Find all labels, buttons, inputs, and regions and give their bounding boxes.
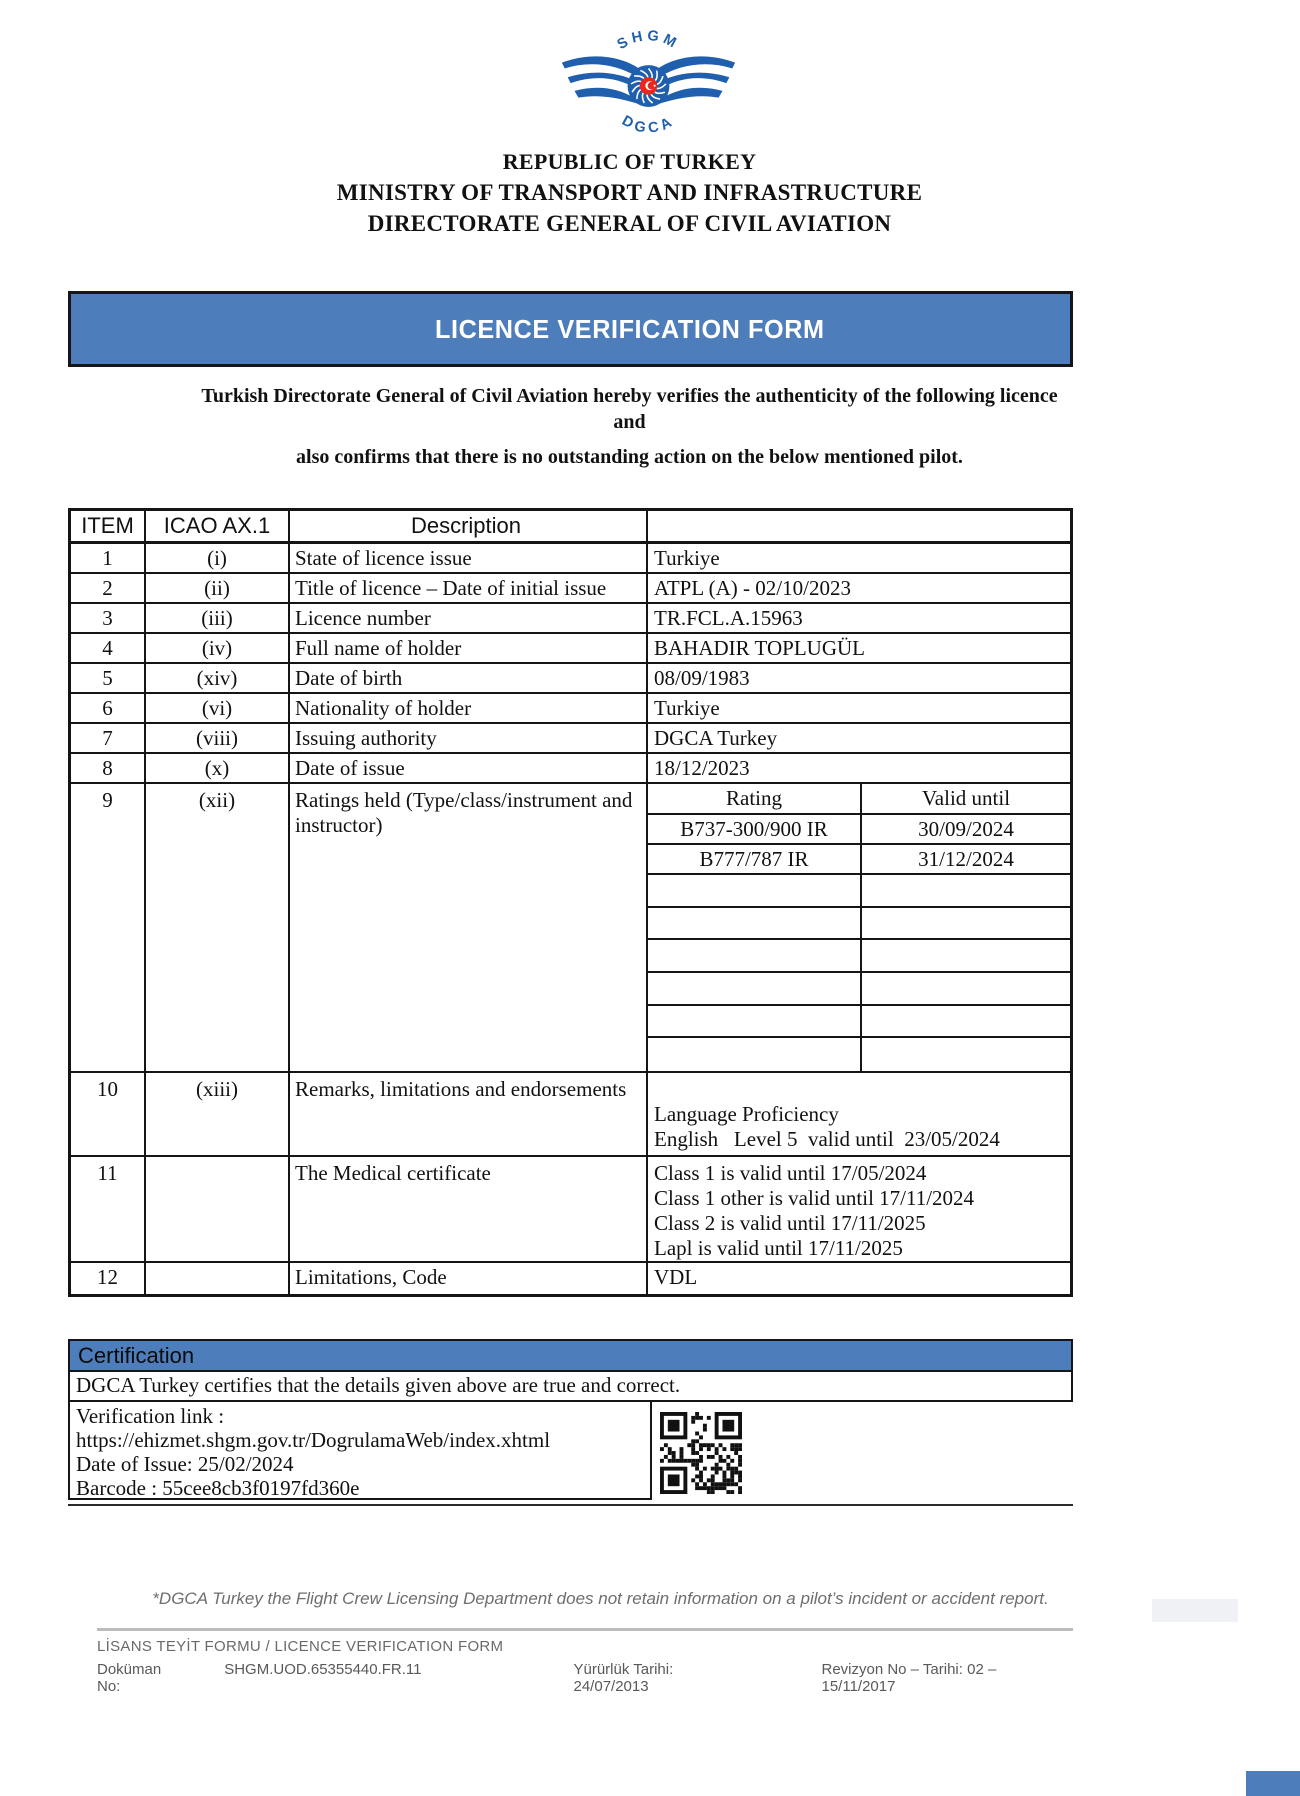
row-value: BAHADIR TOPLUGÜL <box>646 634 1070 662</box>
row-value: Turkiye <box>646 544 1070 572</box>
row-value: DGCA Turkey <box>646 724 1070 752</box>
row-description: Title of licence – Date of initial issue <box>288 574 646 602</box>
row-icao <box>144 1263 288 1294</box>
rating-name: B777/787 IR <box>699 847 809 871</box>
document-page <box>68 0 1073 1695</box>
row-item: 10 <box>97 1077 118 1101</box>
remarks-row <box>71 1073 1070 1157</box>
rating-entry-empty <box>648 1006 1070 1039</box>
footer-document-info <box>97 1661 1073 1695</box>
table-row <box>71 694 1070 724</box>
revision-date: Revizyon No – Tarihi: 02 – 15/11/2017 <box>821 1661 997 1695</box>
medical-class-line: Class 1 is valid until 17/05/2024 <box>654 1161 927 1185</box>
table-header-row <box>71 511 1070 544</box>
language-proficiency-line: Language Proficiency <box>654 1102 839 1126</box>
logo-top-text: SHGM <box>614 30 683 54</box>
rating-entry-empty <box>648 1038 1070 1071</box>
document-no-value: SHGM.UOD.65355440.FR.11 <box>224 1661 422 1678</box>
ratings-subtable <box>646 784 1070 1071</box>
table-row <box>71 754 1070 784</box>
table-row <box>71 664 1070 694</box>
row-item: 9 <box>102 788 113 812</box>
intro-line-1: Turkish Directorate General of Civil Aviation hereby verifies the authenticity of the following licence and <box>201 385 1058 433</box>
rating-name: B737-300/900 IR <box>680 817 828 841</box>
logo-bottom-text: DGCA <box>619 112 678 137</box>
col-header-description: Description <box>288 511 646 541</box>
qr-code <box>660 1412 742 1494</box>
header-line-1: REPUBLIC OF TURKEY <box>502 149 757 174</box>
valid-until-col-header: Valid until <box>860 784 1070 813</box>
medical-class-line: Class 2 is valid until 17/11/2025 <box>654 1211 926 1235</box>
row-item: 6 <box>102 696 113 720</box>
row-item: 12 <box>97 1265 118 1289</box>
row-value: VDL <box>646 1263 1070 1294</box>
intro-line-2: also confirms that there is no outstanding action on the below mentioned pilot. <box>296 446 963 468</box>
row-description: Ratings held (Type/class/instrument and instructor) <box>288 784 646 1071</box>
english-level-line: English Level 5 valid until 23/05/2024 <box>654 1127 1000 1151</box>
footer-form-title: LİSANS TEYİT FORMU / LICENCE VERIFICATION FORM <box>97 1638 504 1655</box>
row-item: 1 <box>102 546 113 570</box>
rating-valid-until: 31/12/2024 <box>860 845 1070 873</box>
medical-value <box>646 1157 1070 1261</box>
ministry-header <box>68 147 1073 239</box>
row-description: Limitations, Code <box>288 1263 646 1294</box>
row-description: Date of issue <box>288 754 646 782</box>
row-value: ATPL (A) - 02/10/2023 <box>646 574 1070 602</box>
col-header-item: ITEM <box>81 513 134 538</box>
row-icao <box>144 1157 288 1261</box>
row-item: 3 <box>102 606 113 630</box>
row-icao: (xiii) <box>144 1073 288 1155</box>
row-icao: (vi) <box>144 694 288 722</box>
ratings-subtable-header <box>648 784 1070 815</box>
barcode-value: Barcode : 55cee8cb3f0197fd360e <box>76 1476 360 1500</box>
row-item: 5 <box>102 666 113 690</box>
row-item: 8 <box>102 756 113 780</box>
form-title: LICENCE VERIFICATION FORM <box>434 313 825 344</box>
verification-box <box>68 1402 652 1500</box>
row-icao: (ii) <box>144 574 288 602</box>
medical-class-line: Lapl is valid until 17/11/2025 <box>654 1236 903 1260</box>
row-value: Turkiye <box>646 694 1070 722</box>
row-description: Nationality of holder <box>288 694 646 722</box>
verification-row <box>68 1402 1073 1506</box>
licence-table <box>68 508 1073 1297</box>
row-item: 4 <box>102 636 113 660</box>
row-description: Date of birth <box>288 664 646 692</box>
row-icao: (xiv) <box>144 664 288 692</box>
table-row <box>71 544 1070 574</box>
verification-link-label: Verification link : <box>76 1404 225 1428</box>
row-icao: (i) <box>144 544 288 572</box>
page-corner-marker <box>1246 1771 1300 1796</box>
row-description: State of licence issue <box>288 544 646 572</box>
medical-row <box>71 1157 1070 1263</box>
table-row <box>71 574 1070 604</box>
table-row <box>71 604 1070 634</box>
rating-entry-empty <box>648 875 1070 908</box>
rating-entry-empty <box>648 973 1070 1006</box>
limitations-row <box>71 1263 1070 1294</box>
rating-valid-until: 30/09/2024 <box>860 815 1070 843</box>
certification-statement: DGCA Turkey certifies that the details given above are true and correct. <box>68 1372 1073 1402</box>
header-line-2: MINISTRY OF TRANSPORT AND INFRASTRUCTURE <box>336 180 923 205</box>
rating-entry <box>648 845 1070 875</box>
row-description: The Medical certificate <box>288 1157 646 1261</box>
row-description: Remarks, limitations and endorsements <box>288 1073 646 1155</box>
row-description: Issuing authority <box>288 724 646 752</box>
table-row <box>71 634 1070 664</box>
row-item: 7 <box>102 726 113 750</box>
footer-divider <box>97 1628 1073 1631</box>
intro-statement <box>68 383 1073 470</box>
row-value: 08/09/1983 <box>646 664 1070 692</box>
row-item: 11 <box>97 1161 118 1185</box>
certification-header <box>68 1339 1073 1372</box>
col-header-icao: ICAO AX.1 <box>144 511 288 541</box>
header-line-3: DIRECTORATE GENERAL OF CIVIL AVIATION <box>367 211 892 236</box>
form-title-banner <box>68 291 1073 367</box>
ratings-row <box>71 784 1070 1073</box>
row-item: 2 <box>102 576 113 600</box>
scan-artifact <box>1152 1599 1238 1622</box>
rating-entry <box>648 815 1070 845</box>
verification-link-url: https://ehizmet.shgm.gov.tr/DogrulamaWeb/index.xhtml <box>76 1428 551 1452</box>
table-row <box>71 724 1070 754</box>
certification-section <box>68 1339 1073 1506</box>
effective-date: Yürürlük Tarihi: 24/07/2013 <box>573 1661 674 1695</box>
row-icao: (iii) <box>144 604 288 632</box>
row-description: Full name of holder <box>288 634 646 662</box>
medical-class-line: Class 1 other is valid until 17/11/2024 <box>654 1186 975 1210</box>
row-value: 18/12/2023 <box>646 754 1070 782</box>
document-no-label: Doküman No: <box>97 1661 162 1695</box>
certification-title: Certification <box>78 1342 195 1368</box>
rating-col-header: Rating <box>726 786 782 810</box>
disclaimer-note: *DGCA Turkey the Flight Crew Licensing Department does not retain information on a pilot’s incident or accident report. <box>152 1589 1049 1608</box>
col-header-value <box>646 511 1070 541</box>
date-of-issue: Date of Issue: 25/02/2024 <box>76 1452 294 1476</box>
remarks-value <box>646 1073 1070 1155</box>
rating-entry-empty <box>648 908 1070 941</box>
row-description: Licence number <box>288 604 646 632</box>
rating-entry-empty <box>648 940 1070 973</box>
row-icao: (xii) <box>144 784 288 1071</box>
row-value: TR.FCL.A.15963 <box>646 604 1070 632</box>
row-icao: (viii) <box>144 724 288 752</box>
row-icao: (iv) <box>144 634 288 662</box>
shgm-dgca-logo-icon <box>556 30 741 142</box>
row-icao: (x) <box>144 754 288 782</box>
